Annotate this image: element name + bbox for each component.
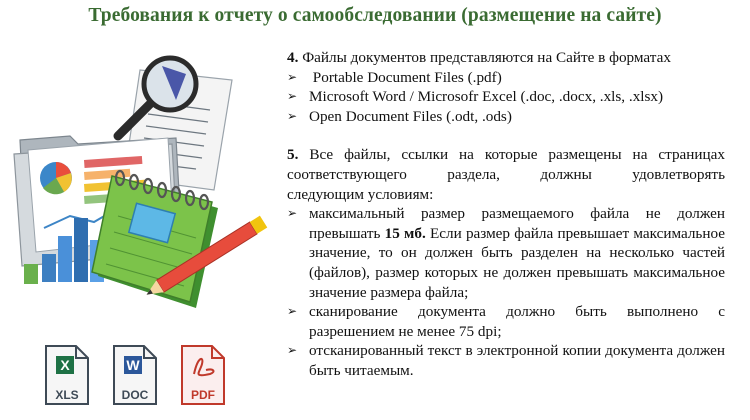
arrow-bullet-icon: ➢ (287, 206, 298, 221)
arrow-bullet-icon: ➢ (287, 343, 298, 358)
condition-item (287, 302, 725, 341)
slide-title: Требования к отчету о самообследовании (размещение на сайте) (88, 5, 662, 26)
section-5-line1: Все файлы, ссылки на которые размещены на страницах (309, 146, 725, 164)
condition-text-after: Если размер файла превышает максимальное значение, то он должен быть разделен на несколько частей (файлов), размер которых не должен превышать максимальное значение размера файла; (309, 224, 725, 301)
condition-text: отсканированный текст в электронной копии документа должен быть читаемым. (309, 342, 725, 379)
xls-label: XLS (55, 388, 79, 402)
format-item (287, 87, 725, 107)
format-text: Microsoft Word / Microsofr Excel (.doc, .docx, .xls, .xlsx) (309, 88, 664, 106)
file-type-icons (0, 340, 290, 420)
condition-text-before: максимальный размер размещаемого файла не должен превышать (309, 205, 725, 242)
xls-file-icon (44, 344, 90, 406)
format-item (287, 68, 725, 88)
condition-item (287, 204, 725, 302)
condition-item (287, 341, 725, 380)
conditions-list (287, 204, 725, 380)
svg-text:X: X (60, 357, 70, 373)
doc-file-icon (112, 344, 158, 406)
format-item (287, 107, 725, 127)
section-4-text: Файлы документов представляются на Сайте в форматах (302, 49, 671, 66)
arrow-bullet-icon: ➢ (287, 89, 298, 104)
format-text: Portable Document Files (.pdf) (309, 68, 502, 86)
arrow-bullet-icon: ➢ (287, 69, 298, 84)
condition-text: сканирование документа должно быть выполнено с разрешением не менее 75 dpi; (309, 303, 725, 340)
section-5-number: 5. (287, 146, 299, 164)
doc-label: DOC (121, 388, 149, 402)
section-5-heading-line3: следующим условиям: (287, 185, 434, 203)
arrow-bullet-icon: ➢ (287, 304, 298, 319)
section-4 (287, 48, 725, 126)
max-size-value: 15 мб. (384, 224, 426, 242)
documents-illustration (0, 40, 290, 340)
section-5-heading-line2: соответствующего раздела, должны удовлетворять (287, 165, 725, 183)
section-4-heading (287, 48, 725, 68)
section-5-heading-line1 (287, 145, 725, 165)
requirements-content (287, 48, 725, 381)
section-4-number: 4. (287, 49, 299, 66)
arrow-bullet-icon: ➢ (287, 108, 298, 123)
section-5 (287, 145, 725, 380)
format-text: Open Document Files (.odt, .ods) (309, 107, 512, 125)
format-list (287, 68, 725, 127)
svg-text:W: W (126, 357, 140, 373)
pdf-file-icon (180, 344, 226, 406)
pdf-label: PDF (191, 388, 215, 402)
